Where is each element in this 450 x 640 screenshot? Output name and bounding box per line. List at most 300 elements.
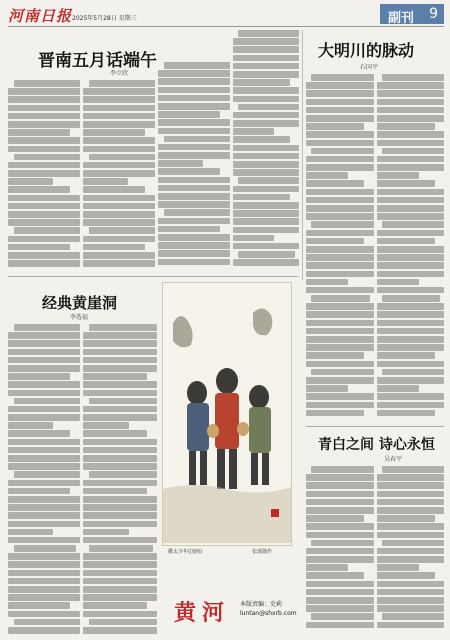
body-text-line — [306, 410, 364, 417]
body-text-line — [83, 512, 157, 519]
body-text-line — [8, 121, 80, 128]
body-text-line — [158, 70, 230, 77]
body-text-line — [158, 259, 230, 266]
body-text-line — [377, 589, 444, 596]
body-text-line — [238, 251, 295, 258]
body-text-line — [8, 627, 80, 634]
body-text-line — [377, 189, 444, 196]
body-text-line — [83, 170, 155, 177]
body-text-line — [8, 211, 80, 218]
body-text-line — [311, 148, 374, 155]
body-text-line — [306, 115, 374, 122]
body-text-line — [377, 90, 444, 97]
body-text-line — [83, 602, 147, 609]
body-text-line — [89, 154, 155, 161]
body-text-line — [8, 252, 80, 259]
body-text-line — [8, 195, 80, 202]
body-text-line — [377, 393, 444, 400]
body-text-line — [83, 529, 129, 536]
body-text-line — [233, 96, 299, 103]
body-text-line — [83, 455, 157, 462]
body-text-line — [8, 88, 80, 95]
body-text-line — [377, 197, 444, 204]
body-text-line — [377, 99, 444, 106]
body-text-line — [8, 553, 80, 560]
footer-title: 黄河 — [174, 600, 231, 626]
body-text-line — [158, 160, 203, 167]
body-text-line — [306, 499, 374, 506]
body-text-line — [8, 96, 80, 103]
body-text-line — [83, 162, 155, 169]
body-text-line — [382, 466, 444, 473]
body-text-line — [306, 90, 374, 97]
body-text-line — [83, 178, 128, 185]
body-text-line — [233, 186, 299, 193]
body-text-line — [306, 107, 374, 114]
body-text-line — [306, 82, 374, 89]
article-2-byline: 石国平 — [360, 64, 379, 71]
body-text-line — [306, 361, 374, 368]
body-text-line — [158, 201, 230, 208]
body-text-line — [233, 120, 299, 127]
body-text-line — [306, 532, 374, 539]
body-text-line — [83, 203, 155, 210]
body-text-line — [377, 336, 444, 343]
body-text-line — [377, 107, 444, 114]
article-4-body-col-3 — [377, 466, 444, 638]
body-text-line — [8, 203, 80, 210]
body-text-line — [382, 221, 444, 228]
body-text-line — [8, 422, 53, 429]
page-number: 9 — [429, 6, 438, 22]
newspaper-logo: 河南日报 — [8, 7, 73, 25]
body-text-line — [377, 410, 435, 417]
body-text-line — [83, 373, 147, 380]
body-text-line — [306, 99, 374, 106]
body-text-line — [233, 63, 299, 70]
body-text-line — [377, 213, 444, 220]
body-text-line — [83, 570, 157, 577]
body-text-line — [306, 311, 374, 318]
body-text-line — [233, 46, 299, 53]
body-text-line — [233, 79, 290, 86]
body-text-line — [14, 545, 76, 552]
body-text-line — [8, 146, 80, 153]
body-text-line — [83, 586, 157, 593]
body-text-line — [306, 156, 374, 163]
painting-artist: 张落随作 — [252, 549, 273, 555]
body-text-line — [306, 271, 374, 278]
body-text-line — [8, 129, 70, 136]
footer-email: luntan@shxrb.com — [240, 610, 297, 617]
body-text-line — [233, 71, 299, 78]
body-text-line — [306, 180, 364, 187]
body-text-line — [377, 548, 444, 555]
body-text-line — [83, 504, 157, 511]
body-text-line — [83, 422, 129, 429]
body-text-line — [233, 235, 274, 242]
body-text-line — [238, 30, 299, 37]
body-text-line — [233, 169, 299, 176]
body-text-line — [311, 74, 374, 81]
body-text-line — [8, 488, 70, 495]
body-text-line — [83, 96, 155, 103]
body-text-line — [83, 488, 147, 495]
body-text-line — [89, 545, 153, 552]
body-text-line — [377, 115, 444, 122]
body-text-line — [311, 613, 374, 620]
body-text-line — [14, 154, 80, 161]
body-text-line — [8, 332, 80, 339]
body-text-line — [377, 352, 435, 359]
body-text-line — [377, 164, 444, 171]
body-text-line — [89, 471, 157, 478]
body-text-line — [83, 252, 155, 259]
body-text-line — [158, 128, 230, 135]
body-text-line — [306, 344, 374, 351]
body-text-line — [377, 597, 444, 604]
body-text-line — [377, 385, 419, 392]
article-1-body-col-3 — [158, 62, 230, 270]
body-text-line — [306, 605, 374, 612]
body-text-line — [83, 146, 155, 153]
body-text-line — [8, 244, 70, 251]
body-text-line — [233, 161, 299, 168]
body-text-line — [83, 332, 157, 339]
body-text-line — [83, 219, 155, 226]
body-text-line — [83, 381, 157, 388]
body-text-line — [158, 218, 230, 225]
body-text-line — [382, 369, 444, 376]
footer-credits — [240, 600, 297, 618]
masthead — [8, 4, 444, 28]
body-text-line — [158, 250, 230, 257]
article-3-body-col-2 — [83, 324, 157, 636]
body-text-line — [83, 406, 157, 413]
body-text-line — [382, 295, 440, 302]
footer-editor: 本版责编：史莉 — [240, 601, 283, 608]
body-text-line — [158, 103, 230, 110]
body-text-line — [377, 532, 444, 539]
body-text-line — [8, 357, 80, 364]
body-text-line — [8, 381, 80, 388]
body-text-line — [83, 463, 157, 470]
body-text-line — [83, 340, 157, 347]
body-text-line — [8, 414, 80, 421]
body-text-line — [306, 172, 348, 179]
body-text-line — [233, 145, 299, 152]
article-4-body-col-2 — [306, 466, 374, 638]
body-text-line — [89, 619, 157, 626]
body-text-line — [306, 140, 374, 147]
body-text-line — [8, 504, 80, 511]
body-text-line — [377, 131, 444, 138]
painting-illustration — [163, 283, 291, 545]
body-text-line — [164, 136, 230, 143]
body-text-line — [233, 55, 299, 62]
body-text-line — [377, 564, 419, 571]
body-text-line — [306, 393, 374, 400]
body-text-line — [311, 369, 374, 376]
body-text-line — [306, 131, 374, 138]
body-text-line — [306, 402, 374, 409]
body-text-line — [14, 324, 80, 331]
body-text-line — [306, 328, 374, 335]
body-text-line — [377, 499, 444, 506]
body-text-line — [306, 572, 364, 579]
body-text-line — [158, 177, 230, 184]
body-text-line — [8, 219, 80, 226]
body-text-line — [8, 178, 53, 185]
body-text-line — [377, 622, 444, 629]
body-text-line — [89, 227, 155, 234]
body-text-line — [8, 521, 80, 528]
body-text-line — [83, 447, 157, 454]
column-divider — [302, 30, 303, 280]
body-text-line — [377, 507, 444, 514]
body-text-line — [8, 365, 80, 372]
body-text-line — [83, 578, 157, 585]
body-text-line — [8, 537, 80, 544]
article-4-byline: 吴春平 — [384, 456, 403, 463]
body-text-line — [158, 185, 230, 192]
body-text-line — [311, 466, 374, 473]
body-text-line — [377, 344, 444, 351]
body-text-line — [8, 463, 80, 470]
body-text-line — [8, 105, 80, 112]
body-text-line — [377, 320, 444, 327]
body-text-line — [377, 254, 444, 261]
body-text-line — [233, 243, 299, 250]
body-text-line — [233, 227, 299, 234]
body-text-line — [8, 455, 80, 462]
body-text-line — [306, 385, 348, 392]
body-text-line — [377, 262, 444, 269]
ink-painting — [162, 282, 292, 546]
section-header — [380, 4, 444, 24]
section-name: 副刊 — [388, 11, 415, 26]
body-text-line — [377, 311, 444, 318]
body-text-line — [306, 213, 374, 220]
body-text-line — [311, 221, 374, 228]
body-text-line — [14, 227, 80, 234]
body-text-line — [377, 377, 444, 384]
body-text-line — [8, 430, 70, 437]
body-text-line — [306, 597, 374, 604]
body-text-line — [238, 177, 299, 184]
body-text-line — [377, 287, 444, 294]
body-text-line — [83, 244, 145, 251]
body-text-line — [377, 172, 419, 179]
body-text-line — [83, 611, 157, 618]
article-2-body-col-1 — [306, 74, 374, 420]
body-text-line — [83, 365, 157, 372]
body-text-line — [8, 186, 70, 193]
article-1-headline: 晋南五月话端午 — [38, 51, 157, 71]
body-text-line — [8, 602, 70, 609]
footer-section-banner — [160, 584, 297, 638]
body-text-line — [382, 148, 444, 155]
body-text-line — [83, 521, 157, 528]
body-text-line — [158, 144, 230, 151]
body-text-line — [83, 137, 155, 144]
body-text-line — [83, 414, 157, 421]
body-text-line — [377, 246, 444, 253]
body-text-line — [306, 491, 374, 498]
body-text-line — [8, 611, 80, 618]
body-text-line — [377, 328, 444, 335]
body-text-line — [306, 303, 374, 310]
body-text-line — [83, 357, 157, 364]
body-text-line — [233, 153, 299, 160]
body-text-line — [14, 471, 80, 478]
body-text-line — [377, 271, 444, 278]
body-text-line — [83, 349, 157, 356]
body-text-line — [83, 537, 157, 544]
body-text-line — [306, 262, 374, 269]
body-text-line — [83, 129, 145, 136]
body-text-line — [306, 320, 374, 327]
article-1-body-col-2 — [83, 80, 155, 270]
body-text-line — [311, 295, 369, 302]
body-text-line — [158, 95, 230, 102]
body-text-line — [83, 113, 155, 120]
body-text-line — [8, 340, 80, 347]
body-text-line — [306, 238, 364, 245]
body-text-line — [8, 236, 80, 243]
body-text-line — [306, 507, 374, 514]
body-text-line — [8, 529, 53, 536]
body-text-line — [306, 189, 374, 196]
body-text-line — [306, 164, 374, 171]
body-text-line — [377, 402, 444, 409]
body-text-line — [377, 303, 444, 310]
body-text-line — [382, 613, 444, 620]
body-text-line — [306, 230, 374, 237]
body-text-line — [164, 209, 230, 216]
body-text-line — [306, 336, 374, 343]
body-text-line — [14, 398, 80, 405]
body-text-line — [8, 390, 80, 397]
body-text-line — [233, 194, 290, 201]
body-text-line — [83, 236, 155, 243]
body-text-line — [14, 619, 80, 626]
body-text-line — [8, 373, 70, 380]
body-text-line — [158, 234, 230, 241]
body-text-line — [233, 87, 299, 94]
body-text-line — [158, 152, 230, 159]
body-text-line — [306, 197, 374, 204]
body-text-line — [377, 491, 444, 498]
body-text-line — [8, 496, 80, 503]
body-text-line — [14, 80, 80, 87]
body-text-line — [377, 238, 435, 245]
section-divider-right — [306, 426, 444, 427]
body-text-line — [238, 104, 299, 111]
body-text-line — [306, 482, 374, 489]
body-text-line — [377, 515, 435, 522]
body-text-line — [158, 168, 220, 175]
body-text-line — [83, 211, 155, 218]
body-text-line — [306, 548, 374, 555]
body-text-line — [306, 352, 364, 359]
body-text-line — [306, 622, 374, 629]
body-text-line — [233, 259, 299, 266]
body-text-line — [377, 361, 444, 368]
body-text-line — [377, 581, 444, 588]
body-text-line — [306, 564, 348, 571]
body-text-line — [306, 474, 374, 481]
body-text-line — [306, 205, 374, 212]
body-text-line — [377, 523, 444, 530]
body-text-line — [8, 570, 80, 577]
body-text-line — [83, 627, 157, 634]
article-2-headline: 大明川的脉动 — [318, 41, 415, 60]
body-text-line — [377, 156, 444, 163]
body-text-line — [306, 279, 348, 286]
body-text-line — [233, 112, 299, 119]
body-text-line — [306, 556, 374, 563]
body-text-line — [377, 482, 444, 489]
masthead-rule — [8, 26, 444, 27]
body-text-line — [233, 128, 274, 135]
body-text-line — [306, 377, 374, 384]
body-text-line — [306, 123, 364, 130]
body-text-line — [377, 123, 435, 130]
body-text-line — [8, 512, 80, 519]
body-text-line — [8, 406, 80, 413]
body-text-line — [377, 279, 419, 286]
article-1-body-col-4 — [233, 30, 299, 270]
article-3-byline: 李选福 — [70, 314, 89, 321]
body-text-line — [83, 480, 157, 487]
body-text-line — [8, 260, 80, 267]
body-text-line — [83, 195, 155, 202]
body-text-line — [377, 230, 444, 237]
body-text-line — [306, 287, 374, 294]
body-text-line — [158, 226, 220, 233]
body-text-line — [233, 210, 299, 217]
body-text-line — [164, 62, 230, 69]
issue-date: 2025年5月28日 星期三 — [72, 15, 137, 22]
body-text-line — [83, 553, 157, 560]
body-text-line — [306, 581, 374, 588]
body-text-line — [83, 260, 155, 267]
body-text-line — [233, 218, 299, 225]
body-text-line — [83, 390, 157, 397]
body-text-line — [377, 180, 435, 187]
body-text-line — [158, 87, 230, 94]
article-3-body-col-1 — [8, 324, 80, 636]
body-text-line — [83, 121, 155, 128]
body-text-line — [8, 447, 80, 454]
body-text-line — [8, 137, 80, 144]
body-text-line — [83, 105, 155, 112]
body-text-line — [377, 82, 444, 89]
body-text-line — [89, 324, 157, 331]
body-text-line — [83, 496, 157, 503]
body-text-line — [8, 480, 80, 487]
article-1-body-col-1 — [8, 80, 80, 270]
body-text-line — [377, 474, 444, 481]
body-text-line — [83, 594, 157, 601]
body-text-line — [233, 202, 299, 209]
body-text-line — [377, 205, 444, 212]
body-text-line — [382, 74, 444, 81]
body-text-line — [83, 186, 145, 193]
body-text-line — [306, 589, 374, 596]
body-text-line — [8, 586, 80, 593]
